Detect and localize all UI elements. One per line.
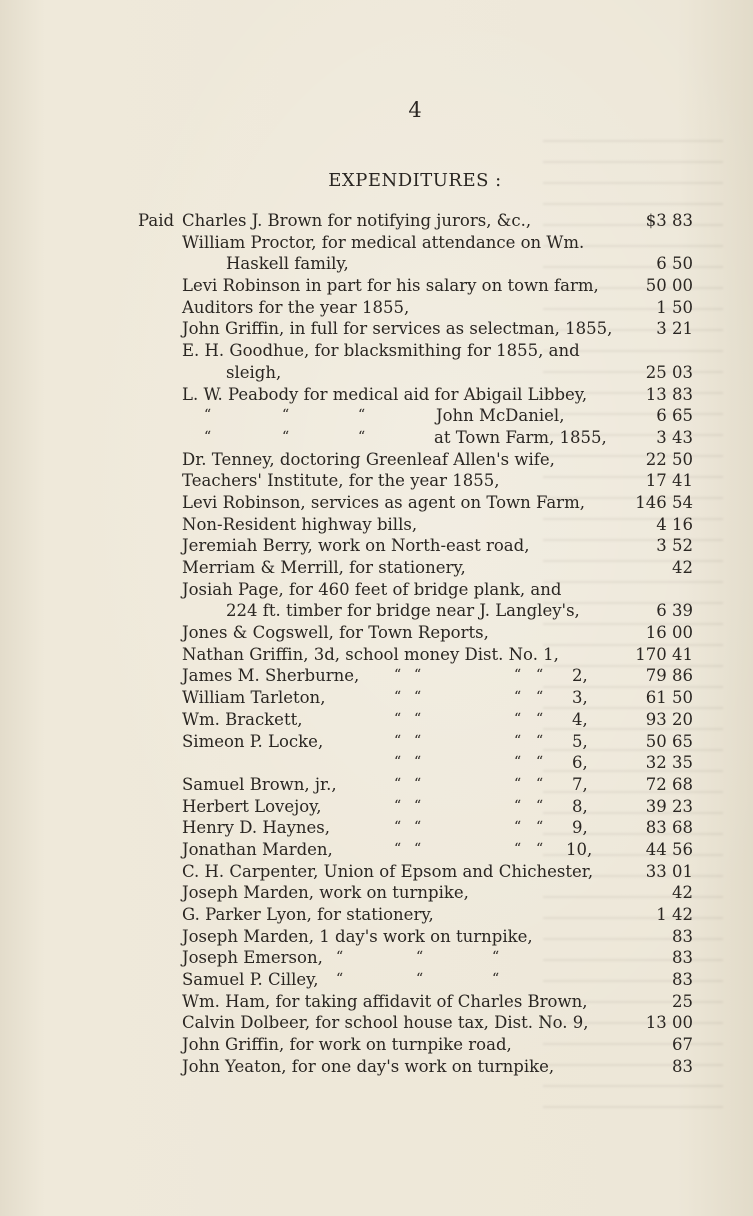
ledger-line [0,665,753,687]
ledger-line [0,318,753,340]
entry-amount: 72 68 [645,774,693,794]
entry-text: sleigh, [226,362,282,382]
ditto-mark: “ [414,732,422,749]
ditto-mark: “ [414,819,422,836]
ditto-mark: “ [394,797,402,814]
district-number: 3, [572,688,588,708]
entry-amount: 6 39 [656,601,693,621]
entry-text: G. Parker Lyon, for stationery, [182,905,434,924]
ditto-mark: “ [536,754,544,771]
entry-amount: 16 00 [645,623,693,643]
entry-text: Calvin Dolbeer, for school house tax, Dist. No. 9, [182,1013,589,1033]
entry-text: Haskell family, [226,254,349,274]
ledger-line [0,882,753,904]
ditto-mark: “ [514,797,522,814]
ditto-mark: “ [394,754,402,771]
entry-text: Jones & Cogswell, for Town Reports, [182,623,489,643]
ditto-mark: “ [204,407,212,424]
ledger-line [0,947,753,969]
entry-amount: 1 42 [656,905,693,924]
ditto-mark: “ [394,689,402,706]
page-heading: EXPENDITURES : [328,170,502,191]
entry-amount: $3 83 [645,211,693,230]
ledger-line [0,969,753,991]
entry-amount: 42 [672,558,693,577]
ledger-line [0,731,753,753]
ditto-mark: “ [536,710,544,727]
ledger-line [0,1034,753,1056]
ditto-mark: “ [414,710,422,727]
entry-text: Samuel P. Cilley, [182,970,319,990]
entry-text: Wm. Brackett, [182,709,303,729]
ditto-mark: “ [514,689,522,706]
ditto-mark: “ [204,428,212,445]
ditto-mark: “ [394,667,402,684]
ditto-mark: “ [336,949,344,966]
entry-amount: 83 68 [645,818,693,838]
entry-text: Samuel Brown, jr., [182,774,337,794]
entry-text: James M. Sherburne, [182,666,360,686]
ledger-line [0,752,753,774]
ditto-mark: “ [394,732,402,749]
ditto-mark: “ [492,971,500,988]
ditto-mark: “ [358,428,366,445]
ledger-line [0,514,753,536]
entry-amount: 1 50 [656,297,693,317]
ditto-mark: “ [536,797,544,814]
entry-amount: 93 20 [645,709,693,729]
entry-amount: 39 23 [645,796,693,816]
entry-text: Joseph Emerson, [182,948,323,968]
entry-text: E. H. Goodhue, for blacksmithing for 1855, and [182,341,580,361]
entry-amount: 13 00 [645,1013,693,1033]
entry-amount: 6 65 [656,406,693,426]
district-number: 9, [572,818,588,838]
ledger-line [0,492,753,514]
district-number: 6, [572,753,588,773]
expenditure-ledger [0,210,753,1078]
district-number: 2, [572,666,588,686]
ditto-mark: “ [414,775,422,792]
entry-amount: 170 41 [635,644,693,664]
ditto-mark: “ [514,667,522,684]
entry-amount: 83 [672,948,693,968]
entry-text: Levi Robinson, services as agent on Town Farm, [182,492,585,512]
entry-text: Jeremiah Berry, work on North-east road, [182,536,530,556]
entry-text: L. W. Peabody for medical aid for Abigail Libbey, [182,384,588,404]
entry-text: Dr. Tenney, doctoring Greenleaf Allen's wife, [182,449,555,469]
ledger-line [0,839,753,861]
ditto-mark: “ [536,819,544,836]
ditto-mark: “ [282,428,290,445]
entry-amount: 79 86 [645,666,693,686]
paid-label: Paid [138,211,175,230]
ditto-mark: “ [514,840,522,857]
entry-text: at Town Farm, 1855, [434,427,607,447]
ledger-line [0,796,753,818]
ledger-line [0,253,753,275]
entry-text: Herbert Lovejoy, [182,796,322,816]
district-number: 10, [566,839,593,859]
ledger-line [0,991,753,1013]
ditto-mark: “ [514,819,522,836]
ditto-mark: “ [394,775,402,792]
ditto-mark: “ [414,754,422,771]
ditto-mark: “ [514,754,522,771]
entry-text: Simeon P. Locke, [182,731,324,751]
entry-text: Wm. Ham, for taking affidavit of Charles Brown, [182,991,588,1011]
entry-text: John Yeaton, for one day's work on turnpike, [182,1056,555,1076]
ledger-line [0,470,753,492]
ditto-mark: “ [416,971,424,988]
entry-amount: 67 [672,1035,693,1055]
ledger-line [0,210,753,232]
entry-amount: 22 50 [645,449,693,469]
entry-amount: 44 56 [645,839,693,859]
ditto-mark: “ [414,689,422,706]
entry-amount: 83 [672,970,693,990]
entry-text: Nathan Griffin, 3d, school money Dist. No. 1, [182,644,559,664]
ledger-line [0,557,753,579]
ledger-line [0,622,753,644]
ditto-mark: “ [282,407,290,424]
ledger-line [0,904,753,926]
entry-text: John Griffin, in full for services as selectman, 1855, [182,319,613,339]
entry-amount: 61 50 [645,688,693,708]
entry-text: Teachers' Institute, for the year 1855, [182,471,500,491]
ledger-line [0,579,753,601]
entry-amount: 32 35 [645,753,693,773]
entry-amount: 146 54 [635,492,693,512]
ditto-mark: “ [414,667,422,684]
entry-amount: 6 50 [656,254,693,274]
entry-text: Jonathan Marden, [182,839,333,859]
entry-amount: 3 21 [656,319,693,339]
ditto-mark: “ [536,775,544,792]
ledger-line [0,362,753,384]
entry-text: Joseph Marden, 1 day's work on turnpike, [182,926,533,946]
ditto-mark: “ [394,710,402,727]
entry-text: Charles J. Brown for notifying jurors, &c., [182,211,532,230]
ledger-line [0,535,753,557]
entry-text: John Griffin, for work on turnpike road, [182,1035,512,1055]
entry-amount: 50 65 [645,731,693,751]
entry-amount: 25 [672,991,693,1011]
ditto-mark: “ [514,775,522,792]
ledger-line [0,709,753,731]
entry-amount: 4 16 [656,514,693,534]
district-number: 4, [572,709,588,729]
ledger-line [0,774,753,796]
district-number: 7, [572,774,588,794]
ledger-line [0,449,753,471]
ledger-line [0,427,753,449]
entry-text: Joseph Marden, work on turnpike, [182,883,469,903]
entry-text: Non-Resident highway bills, [182,514,418,534]
entry-text: Henry D. Haynes, [182,818,331,838]
entry-text: C. H. Carpenter, Union of Epsom and Chichester, [182,861,594,881]
ditto-mark: “ [414,840,422,857]
ditto-mark: “ [416,949,424,966]
ditto-mark: “ [514,732,522,749]
ditto-mark: “ [536,689,544,706]
entry-text: Auditors for the year 1855, [182,297,410,317]
page-number: 4 [408,98,422,122]
entry-amount: 17 41 [645,471,693,491]
ledger-line [0,340,753,362]
ledger-line [0,405,753,427]
ledger-line [0,297,753,319]
ledger-line [0,926,753,948]
entry-text: Merriam & Merrill, for stationery, [182,558,466,577]
entry-text: Josiah Page, for 460 feet of bridge plank, and [182,579,562,599]
entry-amount: 83 [672,926,693,946]
entry-amount: 50 00 [645,276,693,296]
entry-amount: 3 43 [656,427,693,447]
ledger-line [0,687,753,709]
ledger-line [0,817,753,839]
ledger-line [0,384,753,406]
ledger-line [0,1056,753,1078]
district-number: 8, [572,796,588,816]
ledger-line [0,1012,753,1034]
entry-text: John McDaniel, [436,406,565,426]
ditto-mark: “ [394,819,402,836]
ledger-line [0,600,753,622]
ditto-mark: “ [414,797,422,814]
ditto-mark: “ [336,971,344,988]
ditto-mark: “ [536,840,544,857]
ledger-line [0,644,753,666]
ditto-mark: “ [536,732,544,749]
entry-text: William Proctor, for medical attendance on Wm. [182,232,585,252]
entry-amount: 83 [672,1056,693,1076]
district-number: 5, [572,731,588,751]
ditto-mark: “ [394,840,402,857]
entry-amount: 33 01 [645,861,693,881]
ditto-mark: “ [514,710,522,727]
entry-text: Levi Robinson in part for his salary on town farm, [182,276,599,296]
entry-text: William Tarleton, [182,688,326,708]
entry-amount: 3 52 [656,536,693,556]
ditto-mark: “ [492,949,500,966]
entry-amount: 42 [672,883,693,903]
ledger-line [0,861,753,883]
ledger-line [0,275,753,297]
entry-text: 224 ft. timber for bridge near J. Langley's, [226,601,580,621]
ditto-mark: “ [536,667,544,684]
entry-amount: 25 03 [645,362,693,382]
ditto-mark: “ [358,407,366,424]
ledger-line [0,232,753,254]
entry-amount: 13 83 [645,384,693,404]
